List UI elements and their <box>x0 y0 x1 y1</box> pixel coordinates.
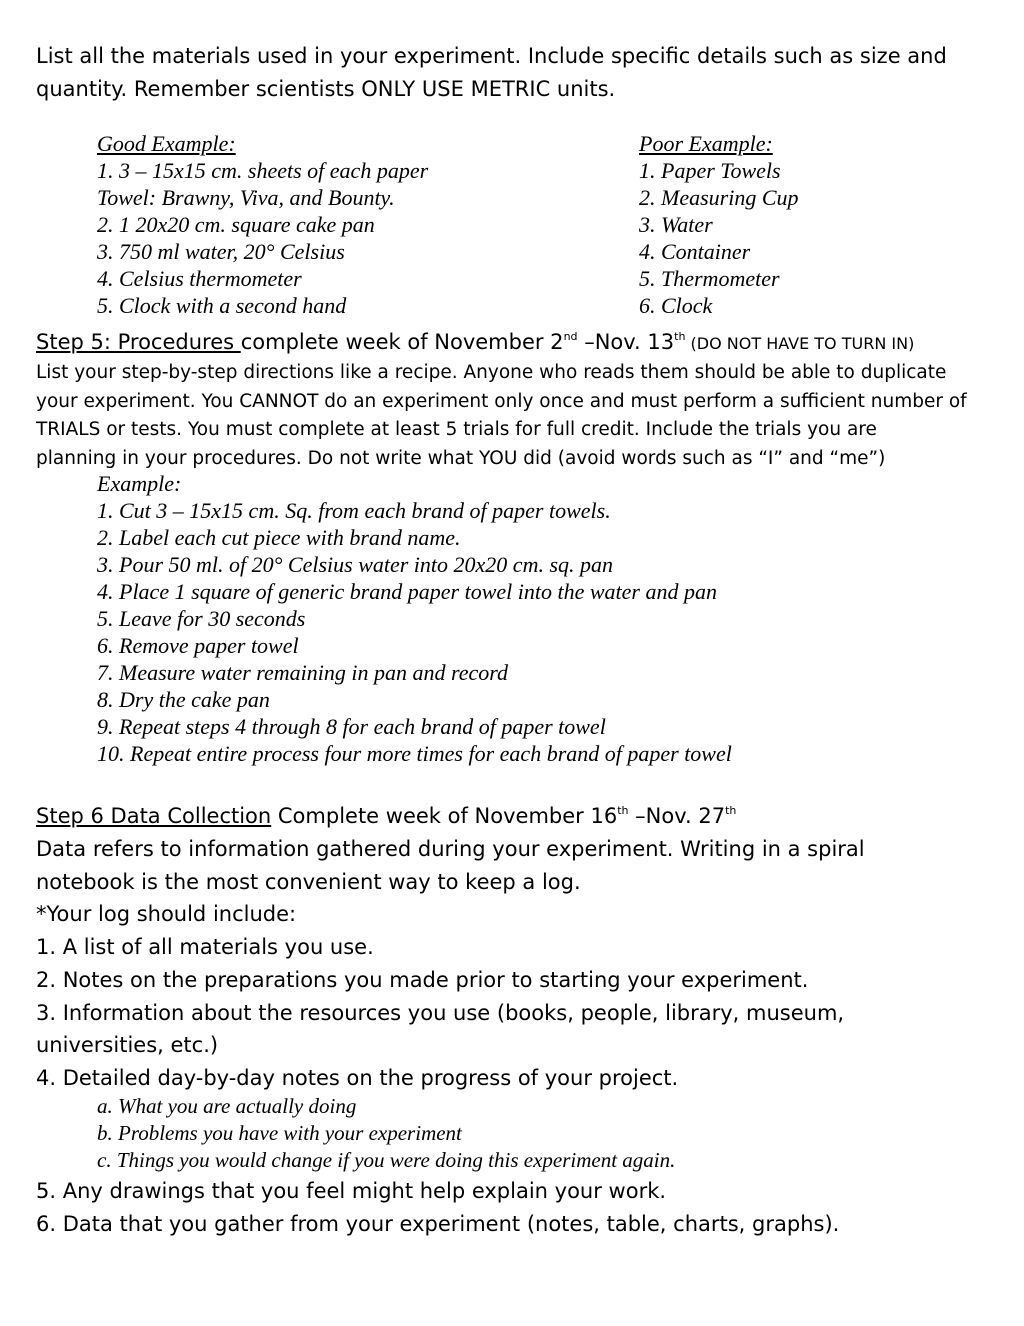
procedure-step: 7. Measure water remaining in pan and record <box>97 660 509 685</box>
log-subitem: b. Problems you have with your experiment <box>97 1121 462 1145</box>
procedure-step: 5. Leave for 30 seconds <box>97 606 306 631</box>
log-subitem: c. Things you would change if you were doing this experiment again. <box>97 1148 676 1172</box>
log-subitems <box>97 1093 675 1174</box>
procedure-step: 4. Place 1 square of generic brand paper towel into the water and pan <box>97 579 717 604</box>
poor-example-item: 3. Water <box>639 212 713 237</box>
procedure-step: 9. Repeat steps 4 through 8 for each brand of paper towel <box>97 714 606 739</box>
log-item: 5. Any drawings that you feel might help explain your work. <box>36 1179 667 1203</box>
procedure-step: 3. Pour 50 ml. of 20° Celsius water into 20x20 cm. sq. pan <box>97 552 614 577</box>
step5-body-line: planning in your procedures. Do not write what YOU did (avoid words such as “I” and “me”) <box>36 447 886 469</box>
step6-title: Step 6 Data Collection <box>36 804 272 828</box>
good-example-item: Towel: Brawny, Viva, and Bounty. <box>97 185 395 210</box>
step6-heading <box>36 800 736 832</box>
procedure-step: 8. Dry the cake pan <box>97 687 270 712</box>
procedure-step: 10. Repeat entire process four more times for each brand of paper towel <box>97 741 732 766</box>
step5-note: (DO NOT HAVE TO TURN IN) <box>685 334 915 353</box>
log-item: 1. A list of all materials you use. <box>36 935 374 960</box>
step5-date-text: –Nov. 13 <box>577 330 675 354</box>
log-item: 4. Detailed day-by-day notes on the progress of your project. <box>36 1066 679 1090</box>
good-example-item: 3. 750 ml water, 20° Celsius <box>97 239 345 264</box>
step5-body-line: List your step-by-step directions like a recipe. Anyone who reads them should be able to duplicate <box>36 362 947 383</box>
step5-heading <box>36 327 914 359</box>
step6-date-suffix: th <box>617 804 629 817</box>
procedure-example <box>97 470 732 767</box>
step5-date-suffix: th <box>674 330 686 343</box>
log-item: 3. Information about the resources you use (books, people, library, museum, <box>36 1000 845 1025</box>
poor-example-item: 2. Measuring Cup <box>639 185 799 210</box>
step6-body-line: Data refers to information gathered during your experiment. Writing in a spiral <box>36 837 865 861</box>
poor-example-item: 4. Container <box>639 239 751 264</box>
poor-example-item: 5. Thermometer <box>639 266 780 291</box>
log-item: 6. Data that you gather from your experiment (notes, table, charts, graphs). <box>36 1211 840 1236</box>
intro-line: List all the materials used in your experiment. Include specific details such as size and <box>36 44 947 68</box>
materials-instructions <box>36 40 947 106</box>
log-item: 2. Notes on the preparations you made prior to starting your experiment. <box>36 967 809 992</box>
procedure-example-heading: Example: <box>97 471 182 496</box>
procedure-step: 6. Remove paper towel <box>97 633 299 658</box>
step5-body-line: TRIALS or tests. You must complete at least 5 trials for full credit. Include the trials you are <box>36 419 877 440</box>
good-example-item: 2. 1 20x20 cm. square cake pan <box>97 212 375 237</box>
step5-body-line: your experiment. You CANNOT do an experiment only once and must perform a sufficient number of <box>36 390 967 412</box>
step5-instructions <box>36 359 967 473</box>
procedure-step: 1. Cut 3 – 15x15 cm. Sq. from each brand of paper towels. <box>97 498 611 523</box>
log-item: universities, etc.) <box>36 1033 219 1058</box>
step6-date-text: Complete week of November 16 <box>271 804 618 828</box>
good-example-item: 4. Celsius thermometer <box>97 266 302 291</box>
log-subitem: a. What you are actually doing <box>97 1094 357 1118</box>
step6-date-suffix: th <box>725 804 737 817</box>
step6-body-line: *Your log should include: <box>36 902 297 927</box>
good-example-item: 5. Clock with a second hand <box>97 293 347 318</box>
poor-example-heading: Poor Example: <box>639 131 773 156</box>
intro-line: quantity. Remember scientists ONLY USE METRIC units. <box>36 77 616 101</box>
step5-date-suffix: nd <box>563 330 578 343</box>
step6-body-line: notebook is the most convenient way to keep a log. <box>36 869 581 894</box>
step5-date-text: complete week of November 2 <box>240 330 564 354</box>
log-items-end <box>36 1175 839 1240</box>
step6-date-text: –Nov. 27 <box>628 804 726 828</box>
step6-instructions <box>36 833 865 1062</box>
good-example <box>97 130 428 319</box>
procedure-step: 2. Label each cut piece with brand name. <box>97 525 461 550</box>
poor-example-item: 1. Paper Towels <box>639 158 781 183</box>
poor-example-item: 6. Clock <box>639 293 713 318</box>
step5-title: Step 5: Procedures <box>36 330 241 354</box>
poor-example <box>639 130 799 319</box>
good-example-item: 1. 3 – 15x15 cm. sheets of each paper <box>97 158 429 183</box>
good-example-heading: Good Example: <box>97 131 236 156</box>
